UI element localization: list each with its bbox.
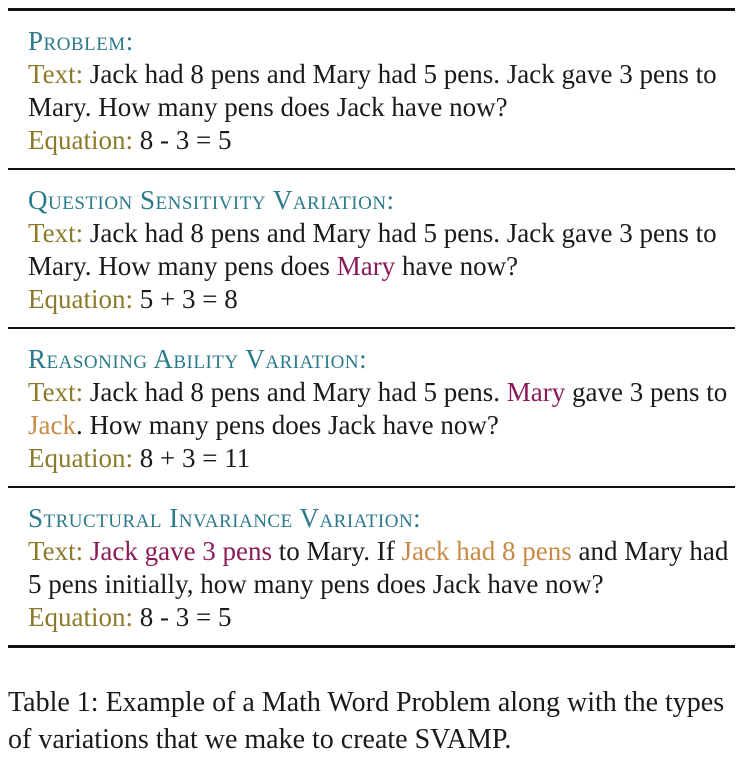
section-heading: Question Sensitivity Variation: — [28, 185, 395, 215]
equation-label: Equation: — [28, 284, 133, 314]
section-text — [28, 58, 735, 124]
equation-value: 8 + 3 = 11 — [139, 443, 251, 473]
table-caption: Table 1: Example of a Math Word Problem along with the types of variations that we make to create SVAMP. — [8, 687, 725, 755]
section-text — [28, 535, 735, 601]
section-heading: Problem: — [28, 26, 134, 56]
equation-label: Equation: — [28, 125, 133, 155]
section-reasoning-ability — [8, 327, 735, 486]
highlight-changed-subject: Mary — [336, 251, 396, 281]
section-equation — [28, 124, 735, 157]
text-content: to Mary. If — [272, 536, 402, 566]
section-structural-invariance — [8, 486, 735, 645]
section-text — [28, 376, 735, 442]
section-heading: Reasoning Ability Variation: — [28, 344, 368, 374]
section-equation — [28, 442, 735, 475]
equation-label: Equation: — [28, 602, 133, 632]
section-question-sensitivity — [8, 168, 735, 327]
text-content: . How many pens does Jack have now? — [75, 410, 499, 440]
text-content: and Mary had 5 pens initially, how many pens does Jack have now? — [28, 536, 729, 599]
text-content: Jack had 8 pens and Mary had 5 pens. Jack gave 3 pens to Mary. How many pens does Jack have now? — [28, 59, 717, 122]
highlight-receiver: Jack — [28, 410, 76, 440]
text-label: Text: — [28, 377, 84, 407]
section-text — [28, 217, 735, 283]
text-content: Jack had 8 pens and Mary had 5 pens. Jack gave 3 pens to Mary. How many pens does — [28, 218, 717, 281]
section-equation — [28, 601, 735, 634]
highlight-moved-clause: Jack gave 3 pens — [89, 536, 273, 566]
text-label: Text: — [28, 218, 84, 248]
section-problem — [8, 11, 735, 168]
text-content: gave 3 pens to — [565, 377, 728, 407]
section-heading: Structural Invariance Variation: — [28, 503, 422, 533]
text-content: have now? — [395, 251, 519, 281]
text-label: Text: — [28, 59, 84, 89]
section-equation — [28, 283, 735, 316]
text-content: Jack had 8 pens and Mary had 5 pens. — [89, 377, 507, 407]
variations-table — [8, 8, 735, 648]
equation-value: 8 - 3 = 5 — [139, 602, 232, 632]
text-label: Text: — [28, 536, 84, 566]
highlight-giver: Mary — [506, 377, 566, 407]
equation-value: 8 - 3 = 5 — [139, 125, 232, 155]
highlight-moved-clause: Jack had 8 pens — [401, 536, 572, 566]
equation-value: 5 + 3 = 8 — [139, 284, 238, 314]
equation-label: Equation: — [28, 443, 133, 473]
